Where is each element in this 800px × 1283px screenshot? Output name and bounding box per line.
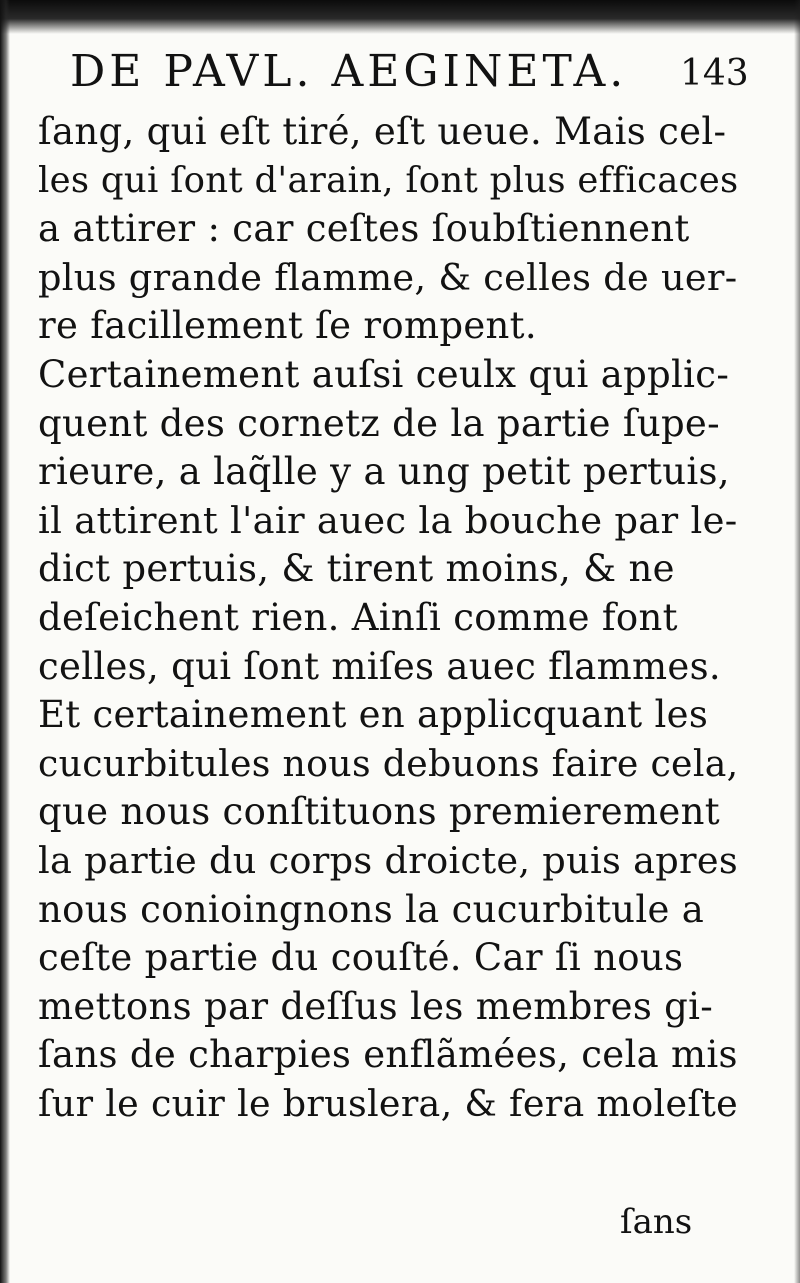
text-line: quent des cornetz de la partie ſupe- [38,401,720,445]
text-line: deſeichent rien. Ainſi comme font [38,595,678,639]
text-line: celles, qui ſont miſes auec flammes. [38,644,721,688]
text-line: a attirer : car ceſtes ſoubſtiennent [38,207,690,251]
text-line: Certainement auſsi ceulx qui applic- [38,352,730,396]
text-line: il attirent l'air auec la bouche par le- [38,498,738,542]
text-line: nous conioingnons la cucurbitule a [38,887,705,931]
text-line: ſans de charpies enflãmées, cela mis [38,1033,738,1077]
text-line: les qui ſont d'arain, ſont plus efficaces [38,159,739,201]
text-line: que nous conſtituons premierement [38,790,720,834]
text-line: la partie du corps droicte, puis apres [38,838,738,882]
text-line: mettons par deſſus les membres gi- [38,984,714,1028]
text-line: Et certainement en applicquant les [38,693,709,737]
catchword: ſans [620,1202,693,1242]
page-number: 143 [680,53,749,94]
text-line: ceſte partie du couſté. Car ſi nous [38,936,684,980]
body-text [38,108,738,1128]
scan-shadow-left [0,0,10,1283]
text-line: re facillement ſe rompent. [38,304,537,348]
running-head: DE PAVL. AEGINETA. [70,46,628,97]
text-line: ſang, qui eſt tiré, eſt ueue. Mais cel- [38,110,727,153]
page-header [70,44,770,100]
text-line: ſur le cuir le bruslera, & fera moleſte [38,1081,738,1125]
scan-shadow-right [794,0,800,1283]
text-line: plus grande flamme, & celles de uer- [38,255,738,299]
text-line: dict pertuis, & tirent moins, & ne [38,547,675,591]
text-line: rieure, a laq̃lle y a ung petit pertuis, [38,450,730,494]
scan-shadow-top [0,0,800,34]
text-line: cucurbitules nous debuons faire cela, [38,741,739,785]
